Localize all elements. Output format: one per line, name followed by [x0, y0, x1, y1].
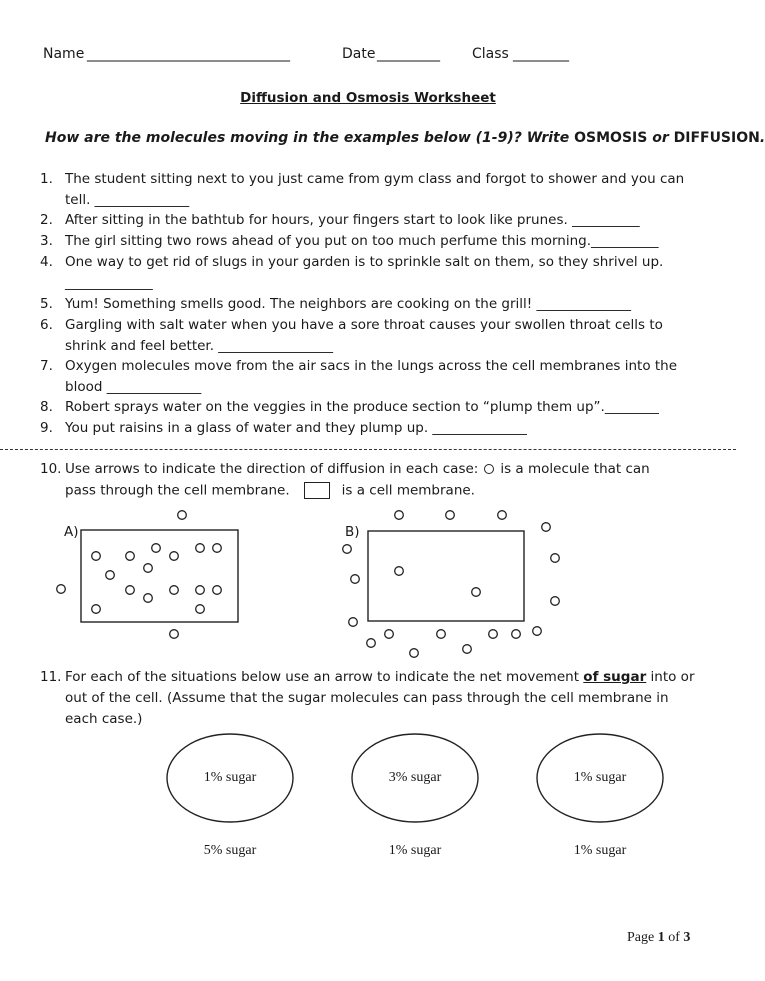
question-number: 1. — [40, 171, 53, 187]
question-text-cont[interactable]: shrink and feel better. _________________ — [65, 338, 334, 354]
q11-line1-text: For each of the situations below use an arrow to indicate the net movement — [65, 669, 579, 685]
molecule-icon — [196, 586, 205, 595]
keyword-osmosis: OSMOSIS — [574, 130, 648, 146]
molecule-icon — [351, 575, 360, 584]
molecule-icon — [126, 586, 135, 595]
question-number: 3. — [40, 233, 53, 249]
question-text-cont[interactable]: tell. ______________ — [65, 192, 190, 208]
q11-line1 — [65, 669, 695, 685]
molecule-icon — [551, 554, 560, 563]
class-blank[interactable]: ________ — [513, 46, 569, 62]
question-text: Oxygen molecules move from the air sacs in the lungs across the cell membranes into the — [65, 358, 678, 374]
molecule-icon — [367, 639, 376, 648]
question-number: 11. — [40, 669, 62, 685]
question-text-cont[interactable]: blood ______________ — [65, 379, 202, 395]
molecule-icon — [196, 605, 205, 614]
question-number: 4. — [40, 254, 53, 270]
molecule-icon — [170, 630, 179, 639]
date-blank[interactable]: _________ — [377, 46, 440, 62]
molecule-icon — [498, 511, 507, 520]
molecule-icon — [343, 545, 352, 554]
molecule-icon — [170, 586, 179, 595]
molecule-icon — [489, 630, 498, 639]
question-text[interactable]: Yum! Something smells good. The neighbors are cooking on the grill! ______________ — [65, 296, 631, 312]
date-label: Date — [342, 46, 376, 62]
question-number: 5. — [40, 296, 53, 312]
molecule-icon — [144, 564, 153, 573]
page-total: 3 — [683, 930, 691, 945]
molecule-icon — [472, 588, 481, 597]
molecule-icon — [395, 511, 404, 520]
molecule-icon — [92, 605, 101, 614]
cell-1-outside: 5% sugar — [203, 843, 257, 858]
q10-line2-text: pass through the cell membrane. — [65, 482, 290, 499]
q11-keyword: of sugar — [583, 669, 647, 685]
molecule-icon — [446, 511, 455, 520]
question-number: 9. — [40, 420, 53, 436]
question-number: 8. — [40, 399, 53, 415]
cell-3-inside: 1% sugar — [573, 770, 627, 785]
diagram-a-label: A) — [64, 524, 79, 540]
question-number: 6. — [40, 317, 53, 333]
question-number: 2. — [40, 212, 53, 228]
q10-line1-text: Use arrows to indicate the direction of diffusion in each case: — [65, 461, 479, 477]
molecule-icon — [551, 597, 560, 606]
question-text: Gargling with salt water when you have a sore throat causes your swollen throat cells to — [65, 317, 663, 333]
name-blank[interactable]: _____________________________ — [87, 46, 290, 62]
molecule-icon — [512, 630, 521, 639]
keyword-diffusion: DIFFUSION — [673, 130, 760, 146]
question-text: One way to get rid of slugs in your garden is to sprinkle salt on them, so they shrivel up. — [65, 254, 664, 270]
instructions-or: or — [647, 130, 674, 146]
molecule-icon — [57, 585, 66, 594]
molecule-icon — [126, 552, 135, 561]
molecule-icon — [395, 567, 404, 576]
molecule-icon — [463, 645, 472, 654]
molecule-icon — [213, 586, 222, 595]
q11-line2: out of the cell. (Assume that the sugar molecules can pass through the cell membrane in — [65, 690, 669, 706]
question-number: 7. — [40, 358, 53, 374]
q10-line1-text-b: is a molecule that can — [500, 461, 650, 477]
page-number: 1 — [657, 930, 665, 945]
molecule-icon — [106, 571, 115, 580]
molecule-icon — [213, 544, 222, 553]
page-of: of — [664, 930, 684, 945]
molecule-icon — [152, 544, 161, 553]
question-text[interactable]: After sitting in the bathtub for hours, your fingers start to look like prunes. __________ — [65, 212, 640, 228]
question-text-cont[interactable]: _____________ — [65, 275, 153, 291]
page-prefix: Page — [627, 930, 658, 945]
page-indicator — [627, 930, 690, 946]
molecule-icon — [170, 552, 179, 561]
cell-2-outside: 1% sugar — [388, 843, 442, 858]
molecule-icon — [385, 630, 394, 639]
molecule-icon — [410, 649, 419, 658]
molecule-icon — [144, 594, 153, 603]
diagram-b-label: B) — [345, 524, 360, 540]
name-label: Name — [43, 46, 85, 62]
question-text[interactable]: You put raisins in a glass of water and they plump up. ______________ — [65, 420, 527, 436]
worksheet-title: Diffusion and Osmosis Worksheet — [240, 90, 496, 106]
question-text[interactable]: The girl sitting two rows ahead of you put on too much perfume this morning.__________ — [65, 233, 659, 249]
cell-membrane-b[interactable] — [368, 531, 524, 621]
molecule-icon — [92, 552, 101, 561]
molecule-icon — [437, 630, 446, 639]
question-number: 10. — [40, 461, 62, 477]
cell-2-inside: 3% sugar — [388, 770, 442, 785]
q11-line1-text-b: into or — [650, 669, 695, 685]
molecule-icon — [542, 523, 551, 532]
cell-1-inside: 1% sugar — [203, 770, 257, 785]
molecule-icon — [196, 544, 205, 553]
cell-3-outside: 1% sugar — [573, 843, 627, 858]
instructions-end: . — [759, 130, 765, 146]
molecule-icon — [533, 627, 542, 636]
molecule-icon — [349, 618, 358, 627]
class-label: Class — [472, 46, 509, 62]
q10-line2-text-b: is a cell membrane. — [341, 482, 475, 499]
molecule-icon — [178, 511, 187, 520]
instructions-text: How are the molecules moving in the examples below (1-9)? Write — [45, 130, 575, 146]
question-text[interactable]: Robert sprays water on the veggies in the produce section to “plump them up”.________ — [65, 399, 659, 415]
q11-line3: each case.) — [65, 711, 143, 727]
question-text: The student sitting next to you just came from gym class and forgot to shower and you can — [65, 171, 685, 187]
